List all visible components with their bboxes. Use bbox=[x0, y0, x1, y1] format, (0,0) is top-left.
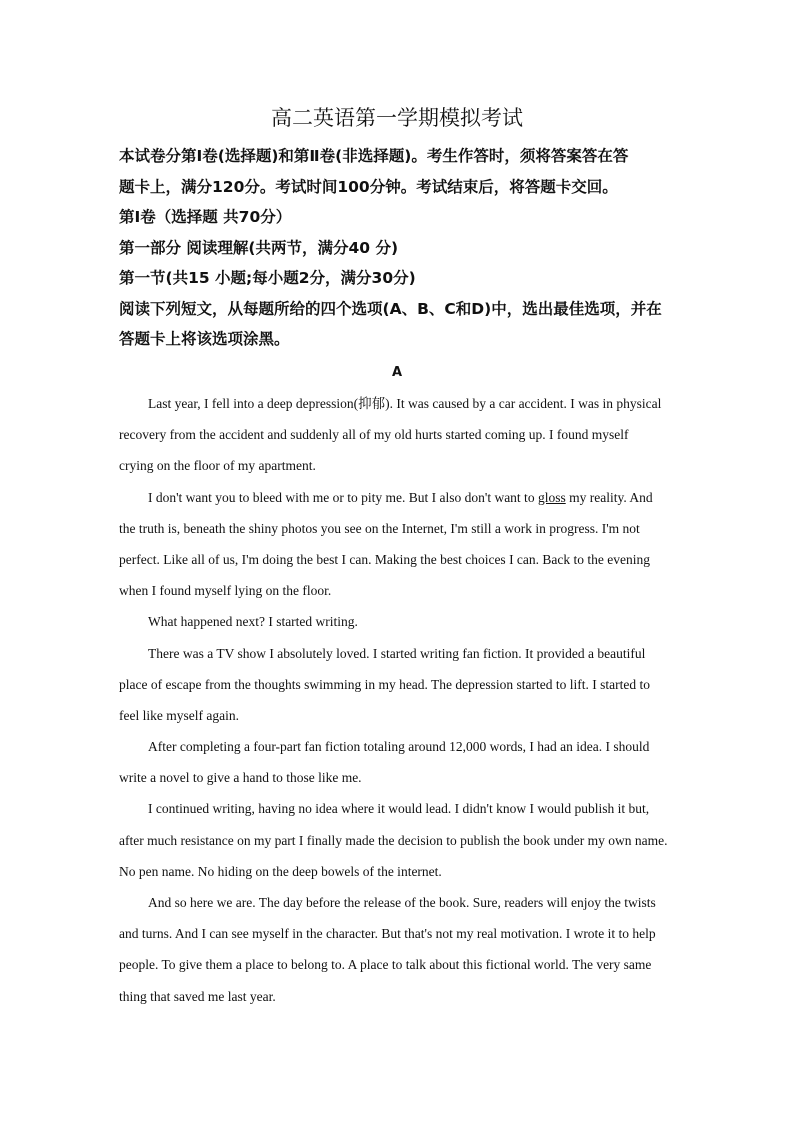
passage-line: place of escape from the thoughts swimming in my head. The depression started to lift. I started to bbox=[119, 676, 650, 692]
passage-line: the truth is, beneath the shiny photos you see on the Internet, I'm still a work in progress. I'm not bbox=[119, 520, 640, 536]
passage-line: people. To give them a place to belong to. A place to talk about this fictional world. The very same bbox=[119, 957, 652, 973]
passage-line: when I found myself lying on the floor. bbox=[119, 583, 332, 599]
passage-line: What happened next? I started writing. bbox=[148, 614, 358, 630]
passage-line: recovery from the accident and suddenly all of my old hurts started coming up. I found myself bbox=[119, 427, 629, 443]
passage-line: After completing a four-part fan fiction totaling around 12,000 words, I had an idea. I should bbox=[148, 739, 650, 755]
passage-line: crying on the floor of my apartment. bbox=[119, 458, 316, 474]
passage-line bbox=[119, 486, 679, 517]
directions-line: 阅读下列短文，从每题所给的四个选项(A、B、C和D)中，选出最佳选项，并在 bbox=[119, 299, 662, 318]
volume-heading: 第Ⅰ卷（选择题 共70分） bbox=[119, 208, 292, 226]
passage-line: and turns. And I can see myself in the character. But that's not my real motivation. I wrote it to help bbox=[119, 926, 656, 942]
passage-line: after much resistance on my part I finally made the decision to publish the book under my own name. bbox=[119, 832, 668, 848]
passage-line: Last year, I fell into a deep depression(抑郁). It was caused by a car accident. I was in physical bbox=[148, 396, 662, 411]
reading-passage bbox=[119, 392, 679, 1016]
passage-line: No pen name. No hiding on the deep bowels of the internet. bbox=[119, 863, 442, 879]
section-heading: 第一节(共15 小题;每小题2分，满分30分) bbox=[119, 269, 416, 287]
exam-title: 高二英语第一学期模拟考试 bbox=[271, 106, 523, 130]
exam-instructions bbox=[119, 141, 679, 355]
passage-line: There was a TV show I absolutely loved. I started writing fan fiction. It provided a beautiful bbox=[148, 645, 646, 661]
intro-line: 题卡上，满分120分。考试时间100分钟。考试结束后，将答题卡交回。 bbox=[119, 177, 618, 196]
passage-line: feel like myself again. bbox=[119, 707, 239, 723]
passage-line: And so here we are. The day before the release of the book. Sure, readers will enjoy the twists bbox=[148, 895, 656, 910]
passage-text: I don't want you to bleed with me or to pity me. But I also don't want to bbox=[148, 489, 538, 505]
underlined-word: gloss bbox=[537, 489, 566, 505]
intro-line: 本试卷分第Ⅰ卷(选择题)和第Ⅱ卷(非选择题)。考生作答时，须将答案答在答 bbox=[119, 147, 629, 165]
passage-line: write a novel to give a hand to those like me. bbox=[119, 770, 362, 786]
passage-line: I continued writing, having no idea where it would lead. I didn't know I would publish it but, bbox=[148, 801, 650, 817]
passage-line: thing that saved me last year. bbox=[119, 988, 276, 1004]
passage-text: my reality. And bbox=[565, 489, 653, 505]
passage-label: A bbox=[391, 365, 403, 380]
part-heading: 第一部分 阅读理解(共两节，满分40 分) bbox=[119, 238, 399, 257]
directions-line: 答题卡上将该选项涂黑。 bbox=[119, 330, 290, 348]
passage-line: perfect. Like all of us, I'm doing the best I can. Making the best choices I can. Back to the evening bbox=[119, 551, 651, 567]
